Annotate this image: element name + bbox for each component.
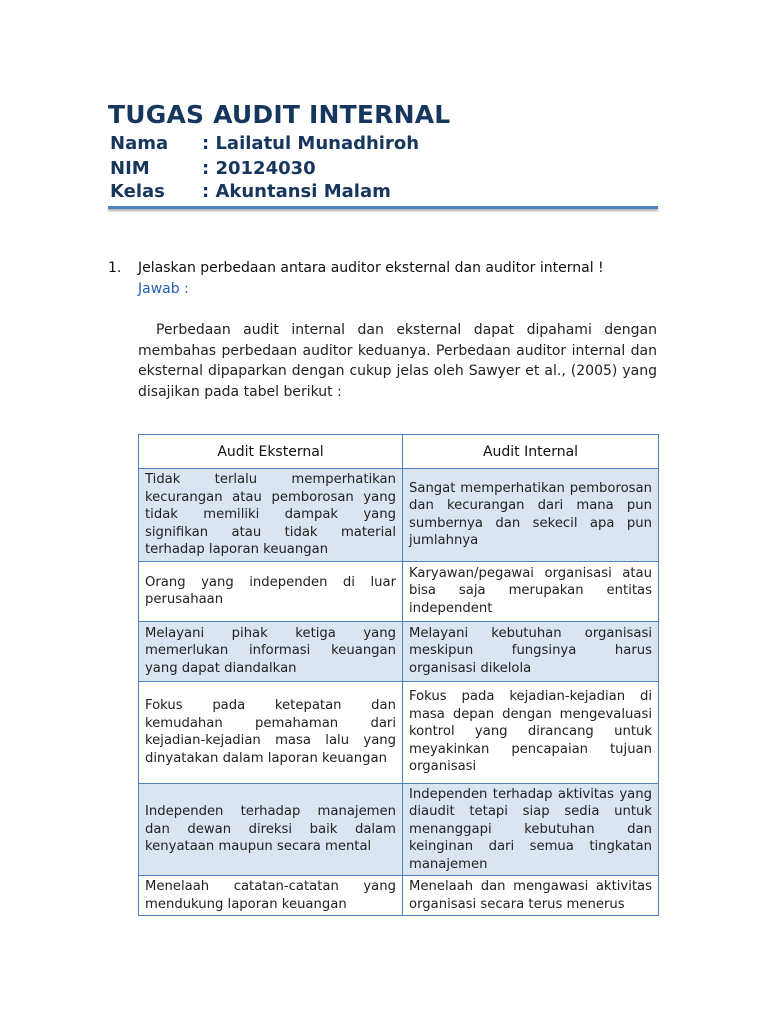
cell-internal: Karyawan/pegawai organisasi atau bisa saja merupakan entitas independent — [403, 561, 659, 621]
question-number: 1. — [108, 260, 122, 276]
cell-internal: Menelaah dan mengawasi aktivitas organisasi secara terus menerus — [403, 876, 659, 916]
nim-value: : 20124030 — [202, 158, 316, 179]
cell-internal: Melayani kebutuhan organisasi meskipun fungsinya harus organisasi dikelola — [403, 621, 659, 681]
class-label: Kelas — [110, 181, 165, 202]
header-divider — [108, 206, 658, 209]
cell-external: Orang yang independen di luar perusahaan — [139, 561, 403, 621]
cell-external: Tidak terlalu memperhatikan kecurangan atau pemborosan yang tidak memiliki dampak yang signifikan atau tidak material terhadap laporan keuangan — [139, 469, 403, 562]
cell-internal: Independen terhadap aktivitas yang diaudit tetapi siap sedia untuk menanggapi kebutuhan dan keinginan dari semua tingkatan manajemen — [403, 783, 659, 876]
header-internal-audit: Audit Internal — [403, 435, 659, 469]
answer-label: Jawab : — [138, 281, 189, 297]
cell-internal: Sangat memperhatikan pemborosan dan kecurangan dari mana pun sumbernya dan sekecil apa pun jumlahnya — [403, 469, 659, 562]
name-label: Nama — [110, 133, 169, 154]
table-row — [139, 783, 659, 876]
question-text: Jelaskan perbedaan antara auditor eksternal dan auditor internal ! — [138, 260, 604, 276]
cell-external: Menelaah catatan-catatan yang mendukung laporan keuangan — [139, 876, 403, 916]
cell-external: Fokus pada ketepatan dan kemudahan pemahaman dari kejadian-kejadian masa lalu yang dinyatakan dalam laporan keuangan — [139, 681, 403, 783]
document-title: TUGAS AUDIT INTERNAL — [108, 100, 451, 129]
table-row — [139, 876, 659, 916]
table-row — [139, 561, 659, 621]
cell-external: Independen terhadap manajemen dan dewan direksi baik dalam kenyataan maupun secara mental — [139, 783, 403, 876]
table-row — [139, 621, 659, 681]
cell-internal: Fokus pada kejadian-kejadian di masa depan dengan mengevaluasi kontrol yang dirancang untuk meyakinkan pencapaian tujuan organisasi — [403, 681, 659, 783]
answer-paragraph: Perbedaan audit internal dan eksternal dapat dipahami dengan membahas perbedaan auditor keduanya. Perbedaan auditor internal dan eksternal dipaparkan dengan cukup jelas oleh Sawyer et al., (2005) yang disajikan pada tabel berikut : — [138, 322, 657, 400]
cell-external: Melayani pihak ketiga yang memerlukan informasi keuangan yang dapat diandalkan — [139, 621, 403, 681]
table-row — [139, 681, 659, 783]
class-value: : Akuntansi Malam — [202, 181, 391, 202]
name-value: : Lailatul Munadhiroh — [202, 133, 420, 154]
comparison-table — [138, 434, 659, 916]
header-external-audit: Audit Eksternal — [139, 435, 403, 469]
table-row — [139, 469, 659, 562]
table-header-row — [139, 435, 659, 469]
nim-label: NIM — [110, 158, 150, 179]
